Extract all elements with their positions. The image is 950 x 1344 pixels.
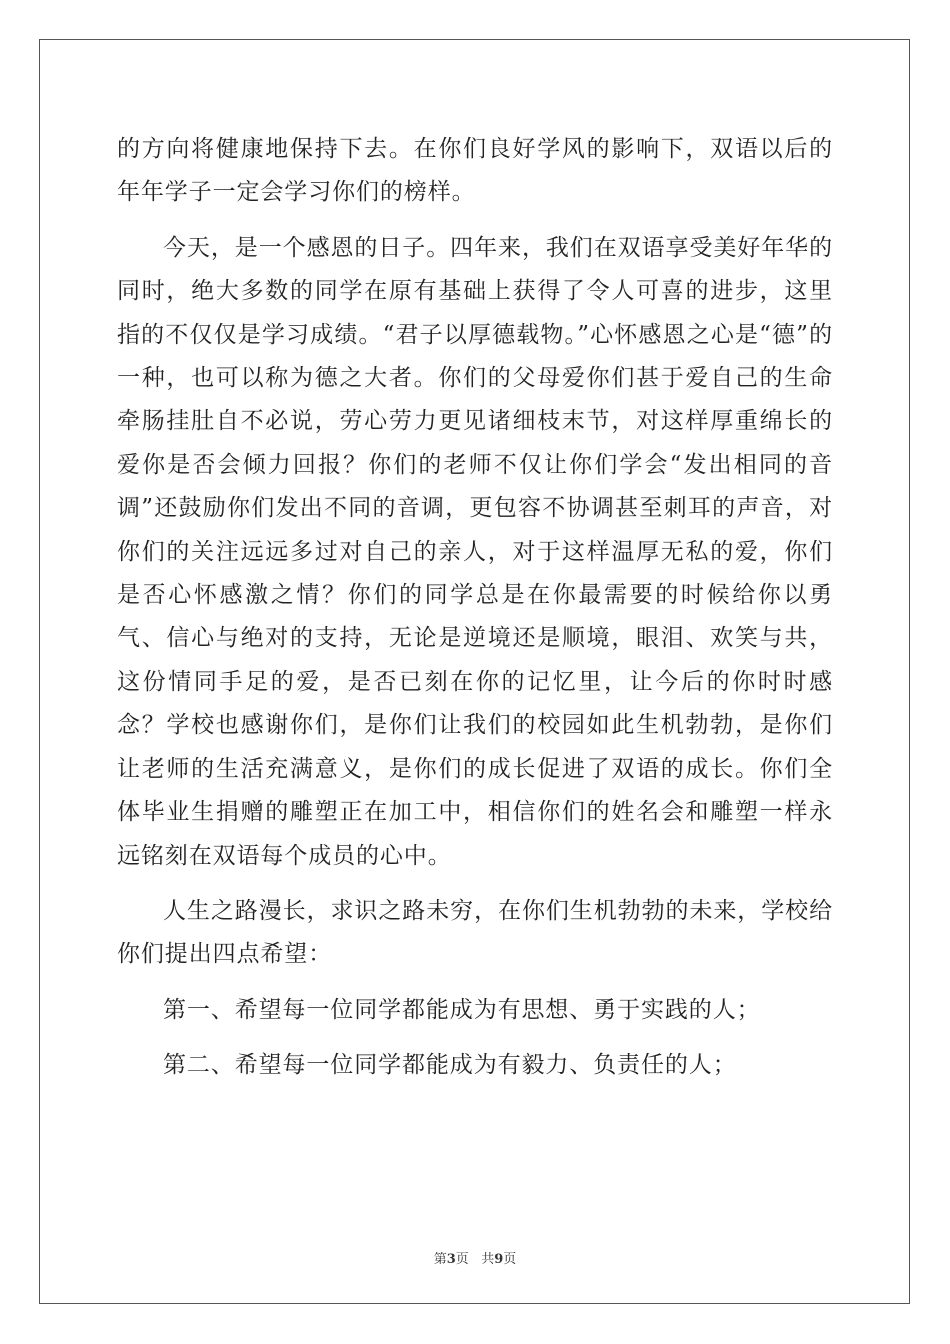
footer-current-page: 3: [446, 1252, 456, 1267]
footer-total-pages: 9: [494, 1252, 504, 1267]
footer-page-unit: 页: [455, 1252, 469, 1267]
document-body: [117, 128, 833, 1088]
paragraph-4: 第一、希望每一位同学都能成为有思想、勇于实践的人；: [163, 996, 761, 1023]
footer-total-unit: 页: [503, 1252, 517, 1267]
paragraph-1: 的方向将健康地保持下去。在你们良好学风的影响下，双语以后的年年学子一定会学习你们的榜样。: [117, 136, 833, 206]
page-footer: [0, 1248, 950, 1267]
footer-total-prefix: 共: [481, 1252, 495, 1267]
paragraph-2: 今天，是一个感恩的日子。四年来，我们在双语享受美好年华的同时，绝大多数的同学在原有基础上获得了令人可喜的进步，这里指的不仅仅是学习成绩。“君子以厚德载物。”心怀感恩之心是“德”的一种，也可以称为德之大者。你们的父母爱你们甚于爱自己的生命牵肠挂肚自不必说，劳心劳力更见诸细枝末节，对这样厚重绵长的爱你是否会倾力回报？你们的老师不仅让你们学会“发出相同的音调”还鼓励你们发出不同的音调，更包容不协调甚至刺耳的声音，对你们的关注远远多过对自己的亲人，对于这样温厚无私的爱，你们是否心怀感激之情？你们的同学总是在你最需要的时候给你以勇气、信心与绝对的支持，无论是逆境还是顺境，眼泪、欢笑与共，这份情同手足的爱，是否已刻在你的记忆里，让今后的你时时感念？学校也感谢你们，是你们让我们的校园如此生机勃勃，是你们让老师的生活充满意义，是你们的成长促进了双语的成长。你们全体毕业生捐赠的雕塑正在加工中，相信你们的姓名会和雕塑一样永远铭刻在双语每个成员的心中。: [117, 234, 833, 869]
paragraph-5: 第二、希望每一位同学都能成为有毅力、负责任的人；: [163, 1052, 737, 1079]
footer-prefix: 第: [433, 1252, 447, 1267]
paragraph-3: 人生之路漫长，求识之路未穷，在你们生机勃勃的未来，学校给你们提出四点希望：: [117, 897, 833, 968]
